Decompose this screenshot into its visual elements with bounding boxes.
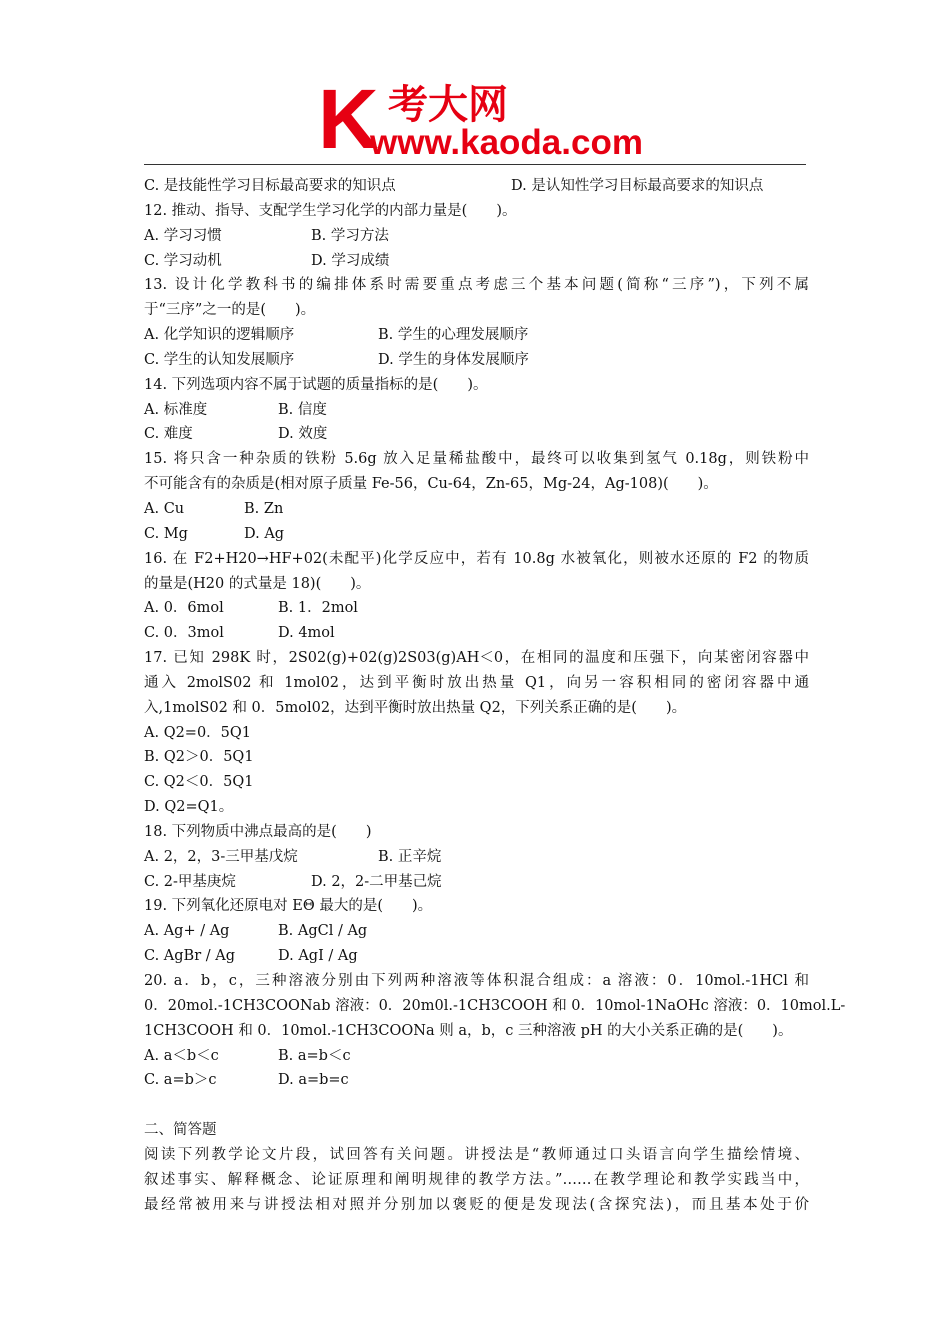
q18-option-a: A. 2，2，3-三甲基戊烷	[144, 848, 298, 865]
q12-options-ab	[144, 224, 809, 249]
q12-option-d: D. 学习成绩	[311, 252, 390, 269]
q15-options-cd	[144, 522, 809, 547]
q20-stem-line2: 0．20mol.-1CH3COONab 溶液：0．20m0l.-1CH3COOH 和 0．10mol-1NaOHc 溶液：0．10mol.L-	[144, 997, 846, 1014]
q13-stem-line1: 13. 设计化学教科书的编排体系时需要重点考虑三个基本问题(简称“三序”)，下列不属	[144, 277, 809, 294]
q16-option-c: C. 0．3mol	[144, 625, 224, 642]
q15-options-ab	[144, 497, 809, 522]
q16-options-cd	[144, 621, 809, 646]
q20-option-c: C. a=b＞c	[144, 1072, 217, 1089]
q20-option-d: D. a=b=c	[278, 1072, 349, 1089]
q17-option-c: C. Q2＜0．5Q1	[144, 774, 254, 791]
q12-stem: 12. 推动、指导、支配学生学习化学的内部力量是( )。	[144, 202, 517, 219]
q13-option-b: B. 学生的心理发展顺序	[378, 327, 529, 344]
q14-options-ab	[144, 398, 809, 423]
logo-url: www.kaoda.com	[370, 123, 643, 162]
q15-stem-line2: 不可能含有的杂质是(相对原子质量 Fe-56，Cu-64，Zn-65，Mg-24，Ag-108)( )。	[144, 476, 718, 493]
exam-document	[144, 174, 846, 1217]
q13-option-a: A. 化学知识的逻辑顺序	[144, 327, 295, 344]
q13-option-c: C. 学生的认知发展顺序	[144, 351, 295, 368]
q18-options-ab	[144, 845, 809, 870]
q15-option-a: A. Cu	[144, 500, 185, 517]
q14-option-c: C. 难度	[144, 426, 193, 443]
q16-stem-line1: 16. 在 F2+H20→HF+02(未配平)化学反应中，若有 10.8g 水被氧化，则被水还原的 F2 的物质	[144, 550, 809, 567]
q17-stem-line2: 通入 2molS02 和 1mol02，达到平衡时放出热量 Q1，向另一容积相同的密闭容器中通	[144, 674, 809, 691]
q14-stem: 14. 下列选项内容不属于试题的质量指标的是( )。	[144, 376, 488, 393]
q15-option-c: C. Mg	[144, 525, 188, 542]
header-divider	[144, 164, 806, 165]
q14-option-b: B. 信度	[278, 401, 327, 418]
q13-options-ab	[144, 323, 809, 348]
kaoda-logo	[318, 82, 648, 162]
q19-options-ab	[144, 919, 809, 944]
q12-option-a: A. 学习习惯	[144, 227, 222, 244]
q17-stem-line3: 入,1molS02 和 0．5mol02，达到平衡时放出热量 Q2，下列关系正确的是( )。	[144, 699, 687, 716]
q19-option-a: A. Ag+ / Ag	[144, 923, 230, 940]
q16-option-d: D. 4mol	[278, 625, 335, 642]
q16-option-a: A. 0．6mol	[144, 600, 224, 617]
q18-options-cd	[144, 870, 809, 895]
q20-options-ab	[144, 1044, 809, 1069]
logo-k-letter: K	[318, 82, 379, 162]
q18-option-c: C. 2-甲基庚烷	[144, 873, 236, 890]
q18-option-b: B. 正辛烷	[378, 848, 442, 865]
q20-option-b: B. a=b＜c	[278, 1047, 351, 1064]
q19-option-b: B. AgCl / Ag	[278, 923, 368, 940]
q18-stem: 18. 下列物质中沸点最高的是( )	[144, 823, 372, 840]
q13-option-d: D. 学生的身体发展顺序	[378, 351, 529, 368]
section2-title: 二、简答题	[144, 1122, 217, 1139]
q11-option-c: C. 是技能性学习目标最高要求的知识点	[144, 178, 396, 194]
logo-chinese-name: 考大网	[388, 82, 508, 128]
q14-options-cd	[144, 422, 809, 447]
q15-stem-line1: 15. 将只含一种杂质的铁粉 5.6g 放入足量稀盐酸中，最终可以收集到氢气 0.18g，则铁粉中	[144, 451, 809, 468]
q18-option-d: D. 2，2-二甲基己烷	[311, 873, 442, 890]
q13-stem-line2: 于“三序”之一的是( )。	[144, 302, 316, 319]
q20-stem-line1: 20. a．b，c，三种溶液分别由下列两种溶液等体积混合组成：a 溶液：0．10mol.-1HCl 和	[144, 973, 809, 989]
q20-options-cd	[144, 1068, 809, 1093]
q15-option-b: B. Zn	[244, 500, 284, 517]
section2-paragraph-line1: 阅读下列教学论文片段，试回答有关问题。讲授法是“教师通过口头语言向学生描绘情境、	[144, 1146, 809, 1163]
q17-option-b: B. Q2＞0．5Q1	[144, 749, 254, 766]
q14-option-a: A. 标准度	[144, 401, 208, 418]
q19-option-c: C. AgBr / Ag	[144, 948, 235, 965]
section-spacer	[144, 1093, 809, 1118]
q16-option-b: B. 1．2mol	[278, 600, 358, 617]
q19-options-cd	[144, 944, 809, 969]
q11-options-cd	[144, 174, 809, 199]
q19-stem: 19. 下列氧化还原电对 EΘ 最大的是( )。	[144, 898, 433, 915]
q11-option-d: D. 是认知性学习目标最高要求的知识点	[511, 178, 764, 194]
q15-option-d: D. Ag	[244, 525, 285, 542]
q16-stem-line2: 的量是(H20 的式量是 18)( )。	[144, 575, 371, 592]
section2-paragraph-line3: 最经常被用来与讲授法相对照并分别加以褒贬的便是发现法(含探究法)，而且基本处于价	[144, 1196, 809, 1213]
q12-option-b: B. 学习方法	[311, 227, 389, 244]
q16-options-ab	[144, 596, 809, 621]
q14-option-d: D. 效度	[278, 426, 328, 443]
q17-stem-line1: 17. 已知 298K 时，2S02(g)+02(g)2S03(g)AH＜0，在相同的温度和压强下，向某密闭容器中	[144, 650, 809, 667]
q17-option-a: A. Q2=0．5Q1	[144, 724, 252, 741]
q20-option-a: A. a＜b＜c	[144, 1047, 219, 1064]
q19-option-d: D. AgI / Ag	[278, 948, 358, 965]
q12-option-c: C. 学习动机	[144, 252, 222, 269]
q17-option-d: D. Q2=Q1。	[144, 799, 234, 816]
q13-options-cd	[144, 348, 809, 373]
q20-stem-line3: 1CH3COOH 和 0．10mol.-1CH3COONa 则 a，b，c 三种溶液 pH 的大小关系正确的是( )。	[144, 1022, 793, 1039]
section2-paragraph-line2: 叙述事实、解释概念、论证原理和阐明规律的教学方法。”……在教学理论和教学实践当中，	[144, 1171, 809, 1188]
q12-options-cd	[144, 249, 809, 274]
